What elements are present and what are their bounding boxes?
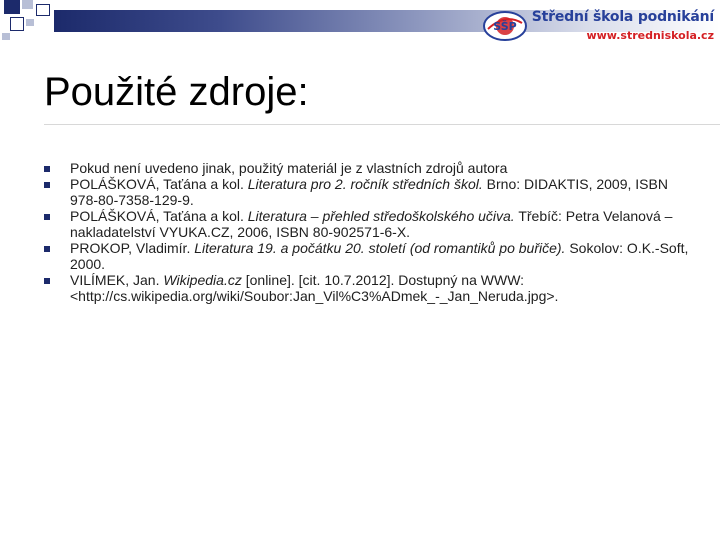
logo-name: Střední škola podnikání <box>531 9 714 25</box>
bullet-square-icon <box>44 246 50 252</box>
bullet-square-icon <box>44 214 50 220</box>
page-title: Použité zdroje: <box>44 70 309 114</box>
list-item-text: VILÍMEK, Jan. Wikipedia.cz [online]. [cit. 10.7.2012]. Dostupný na WWW: <http://cs.wikipedia.org/wiki/Soubor:Jan_Vil%C3%ADmek_-_Jan_Neruda.jpg>. <box>70 272 559 304</box>
list-item <box>44 160 694 176</box>
bullet-square-icon <box>44 182 50 188</box>
decor-square <box>22 0 33 9</box>
decor-square <box>26 19 34 26</box>
bullet-square-icon <box>44 278 50 284</box>
sources-list <box>44 160 694 304</box>
list-item <box>44 208 694 240</box>
logo-url: www.stredniskola.cz <box>586 29 714 42</box>
bullet-square-icon <box>44 166 50 172</box>
logo-badge-icon <box>482 9 528 43</box>
decor-square <box>2 33 10 40</box>
title-divider <box>44 124 720 125</box>
list-item <box>44 176 694 208</box>
list-item-text: POLÁŠKOVÁ, Taťána a kol. Literatura pro 2. ročník středních škol. Brno: DIDAKTIS, 2009, ISBN 978-80-7358-129-9. <box>70 176 668 208</box>
logo-badge-text: SŠP <box>493 20 517 33</box>
decor-square <box>36 4 50 16</box>
decor-square <box>4 0 20 14</box>
list-item-text: POLÁŠKOVÁ, Taťána a kol. Literatura – přehled středoškolského učiva. Třebíč: Petra Velanová – nakladatelství VYUKA.CZ, 2006, ISBN 80-902571-6-X. <box>70 208 673 240</box>
list-item-text: PROKOP, Vladimír. Literatura 19. a počátku 20. století (od romantiků po buřiče). Sokolov: O.K.-Soft, 2000. <box>70 240 689 272</box>
list-item-text: Pokud není uvedeno jinak, použitý materiál je z vlastních zdrojů autora <box>70 160 508 176</box>
school-logo <box>480 3 716 47</box>
list-item <box>44 240 694 272</box>
list-item <box>44 272 694 304</box>
decor-square <box>10 17 24 31</box>
